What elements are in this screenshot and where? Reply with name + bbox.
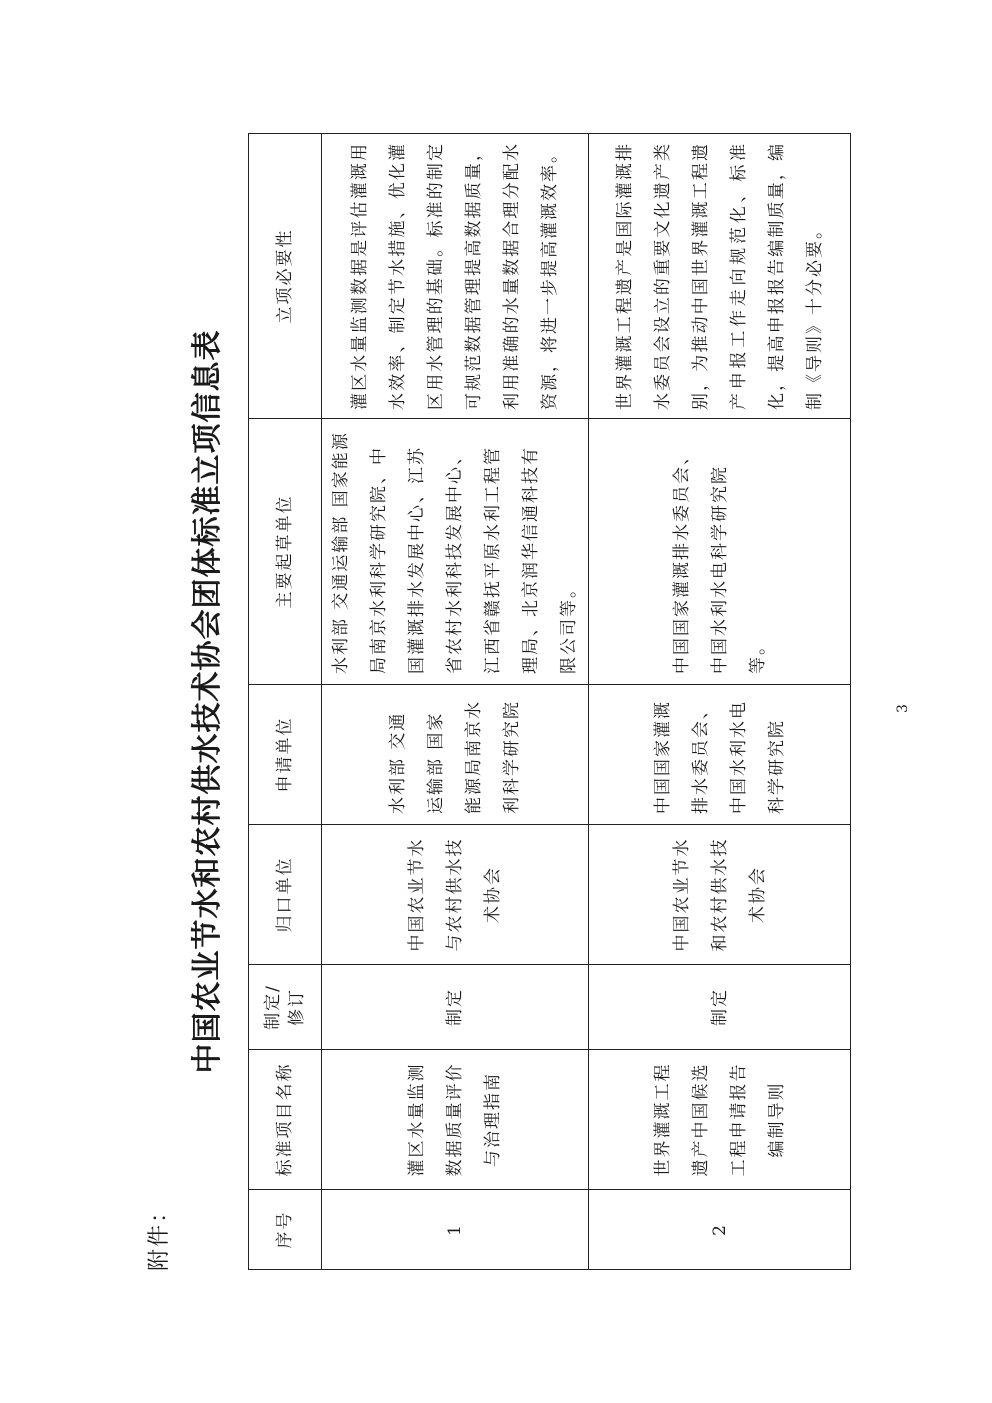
header-name: 标准项目名称 (249, 1050, 322, 1190)
row-name: 灌区水量监测数据质量评价与治理指南 (322, 1050, 589, 1190)
page-number: 3 (895, 704, 911, 713)
row-dept: 中国农业节水和农村供水技术协会 (589, 825, 851, 965)
row-dept: 中国农业节水与农村供水技术协会 (322, 825, 589, 965)
header-dept: 归口单位 (249, 825, 322, 965)
row-applicant: 中国国家灌溉排水委员会、中国水利水电科学研究院 (589, 685, 851, 825)
header-seq: 序号 (249, 1190, 322, 1270)
header-applicant: 申请单位 (249, 685, 322, 825)
row-applicant: 水利部 交通运输部 国家能源局南京水利科学研究院 (322, 685, 589, 825)
header-type: 制定/修订 (249, 965, 322, 1050)
row-seq: 2 (589, 1190, 851, 1270)
row-seq: 1 (322, 1190, 589, 1270)
project-info-table (248, 133, 851, 1270)
attachment-label: 附件： (147, 1198, 172, 1271)
table-row (589, 134, 851, 1270)
row-name: 世界灌溉工程遗产中国候选工程申请报告编制导则 (589, 1050, 851, 1190)
table-header-row (249, 134, 322, 1270)
header-drafters: 主要起草单位 (249, 419, 322, 685)
row-type: 制定 (589, 965, 851, 1050)
row-necessity: 灌区水量监测数据是评估灌溉用水效率、制定节水措施、优化灌区用水管理的基础。标准的制定可规范数据管理提高数据质量，利用准确的水量数据合理分配水资源，将进一步提高灌溉效率。 (322, 134, 589, 419)
row-type: 制定 (322, 965, 589, 1050)
row-drafters: 水利部 交通运输部 国家能源局南京水利科学研究院、中国灌溉排水发展中心、江苏省农村水利科技发展中心、江西省赣抚平原水利工程管理局、北京润华信通科技有限公司等。 (322, 419, 589, 685)
row-drafters: 中国国家灌溉排水委员会、中国水利水电科学研究院等。 (589, 419, 851, 685)
row-necessity: 世界灌溉工程遗产是国际灌溉排水委员会设立的重要文化遗产类别，为推动中国世界灌溉工程遗产申报工作走向规范化、标准化，提高申报报告编制质量，编制《导则》十分必要。 (589, 134, 851, 419)
page-title: 中国农业节水和农村供水技术协会团体标准立项信息表 (190, 329, 225, 1074)
header-necessity: 立项必要性 (249, 134, 322, 419)
table-row (322, 134, 589, 1270)
